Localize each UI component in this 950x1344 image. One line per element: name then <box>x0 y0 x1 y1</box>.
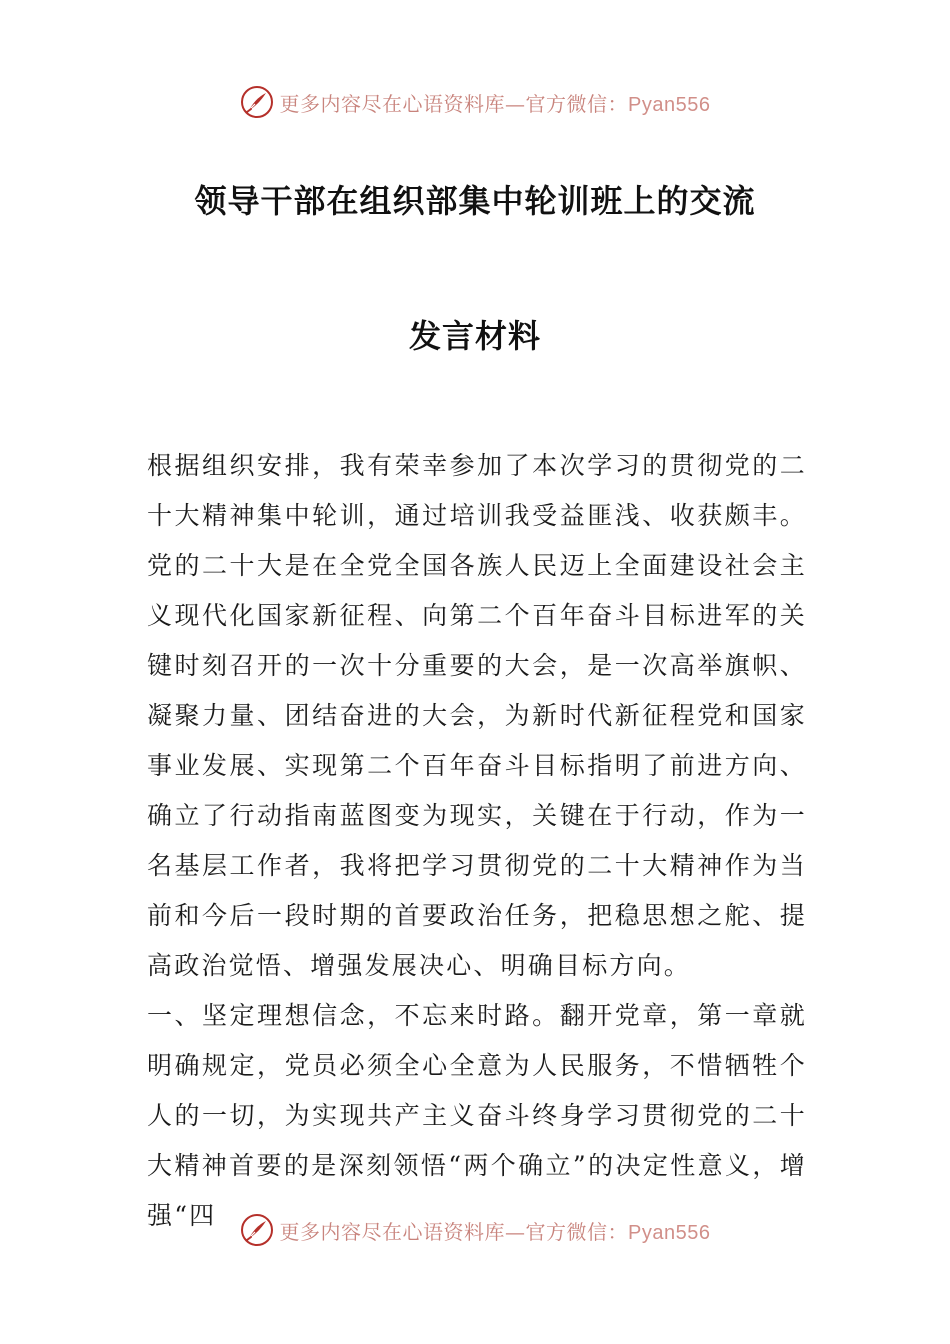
wechat-id: Pyan556 <box>628 93 711 116</box>
header-banner <box>0 80 950 124</box>
document-title-line1: 领导干部在组织部集中轮训班上的交流 <box>194 182 756 220</box>
banner-main-text: 更多内容尽在心语资料库—官方微信： <box>279 1219 629 1244</box>
banner-text <box>280 88 711 117</box>
document-title-line2: 发言材料 <box>408 317 541 355</box>
quill-pen-logo-icon <box>240 1213 274 1247</box>
footer-banner <box>0 1208 950 1252</box>
wechat-id: Pyan556 <box>628 1221 711 1244</box>
banner-main-text: 更多内容尽在心语资料库—官方微信： <box>279 91 629 116</box>
paragraph: 根据组织安排，我有荣幸参加了本次学习的贯彻党的二十大精神集中轮训，通过培训我受益匪浅、收获颇丰。党的二十大是在全党全国各族人民迈上全面建设社会主义现代化国家新征程、向第二个百年奋斗目标进军的关键时刻召开的一次十分重要的大会，是一次高举旗帜、凝聚力量、团结奋进的大会，为新时代新征程党和国家事业发展、实现第二个百年奋斗目标指明了前进方向、确立了行动指南蓝图变为现实，关键在于行动，作为一名基层工作者，我将把学习贯彻党的二十大精神作为当前和今后一段时期的首要政治任务，把稳思想之舵、提高政治觉悟、增强发展决心、明确目标方向。 <box>147 451 807 980</box>
document-body <box>147 441 807 1241</box>
quill-pen-logo-icon <box>240 85 274 119</box>
paragraph: 一、坚定理想信念，不忘来时路。翻开党章，第一章就明确规定，党员必须全心全意为人民服务，不惜牺牲个人的一切，为实现共产主义奋斗终身学习贯彻党的二十大精神首要的是深刻领悟“两个确立”的决定性意义，增强“四 <box>147 1001 807 1230</box>
banner-text <box>280 1216 711 1245</box>
